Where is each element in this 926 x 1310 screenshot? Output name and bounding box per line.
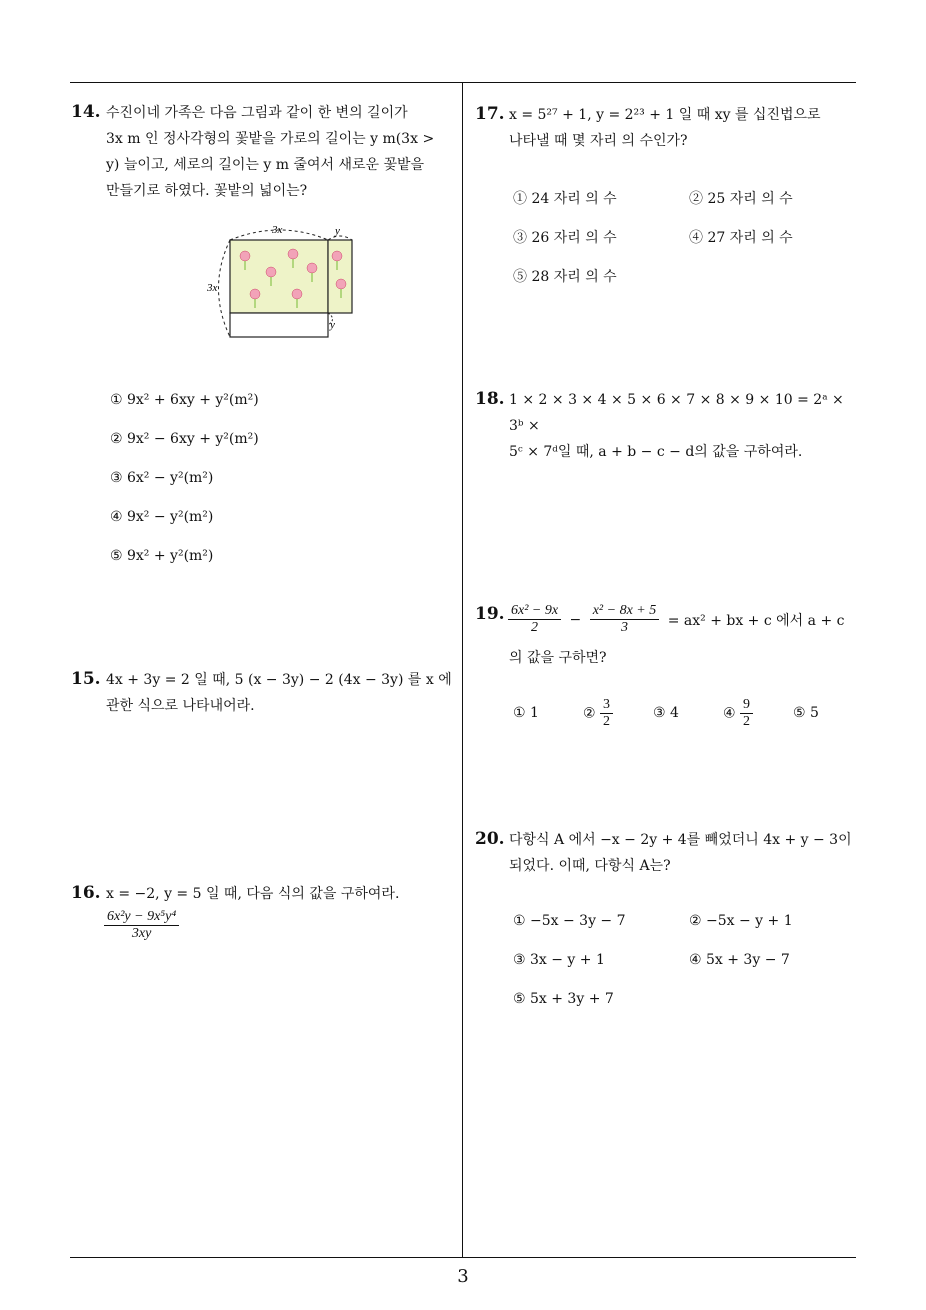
- question-text: 수진이네 가족은 다음 그림과 같이 한 변의 길이가 3x m 인 정사각형의 꽃밭을 가로의 길이는 y m(3x > y) 늘이고, 세로의 길이는 y m 줄여서 새로운 꽃밭을 만들기로 하였다. 꽃밭의 넓이는?: [106, 105, 435, 199]
- question-text: x = 5²⁷ + 1, y = 2²³ + 1 일 때 xy 를 십진법으로 나타낼 때 몇 자리 의 수인가?: [509, 107, 821, 149]
- option-2[interactable]: ② $\frac{3}{2}$: [583, 697, 613, 730]
- option-1[interactable]: ① 9x² + 6xy + y²(m²): [110, 392, 259, 408]
- option-1[interactable]: ① 1: [513, 705, 539, 721]
- option-2[interactable]: ② 25 자리 의 수: [689, 191, 793, 207]
- option-4[interactable]: ④ 9x² − y²(m²): [110, 509, 214, 525]
- column-divider: [462, 82, 463, 1258]
- question-text: 1 × 2 × 3 × 4 × 5 × 6 × 7 × 8 × 9 × 10 = 2ᵃ × 3ᵇ × 5ᶜ × 7ᵈ일 때, a + b − c − d의 값을 구하여라.: [509, 392, 844, 460]
- page-number: 3: [457, 1266, 469, 1287]
- label-y-side: y: [330, 319, 335, 331]
- option-5[interactable]: ⑤ 5: [793, 705, 819, 721]
- option-4[interactable]: ④ $\frac{9}{2}$: [723, 697, 753, 730]
- question-number: 16.: [71, 883, 101, 903]
- top-rule: [70, 82, 856, 83]
- question-text: 4x + 3y = 2 일 때, 5 (x − 3y) − 2 (4x − 3y) 를 x 에 관한 식으로 나타내어라.: [106, 672, 452, 714]
- question-number: 20.: [475, 829, 505, 849]
- option-5[interactable]: ⑤ 28 자리 의 수: [513, 269, 617, 285]
- question-number: 15.: [71, 669, 101, 689]
- option-4[interactable]: ④ 5x + 3y − 7: [689, 952, 790, 968]
- label-y-top: y: [335, 225, 340, 237]
- option-1[interactable]: ① 24 자리 의 수: [513, 191, 617, 207]
- question-number: 19.: [475, 604, 505, 624]
- question-text-line2: 의 값을 구하면?: [509, 650, 607, 666]
- question-number: 17.: [475, 104, 505, 124]
- option-4[interactable]: ④ 27 자리 의 수: [689, 230, 793, 246]
- bottom-rule: [70, 1257, 856, 1258]
- label-3x-left: 3x: [207, 282, 218, 294]
- option-3[interactable]: ③ 4: [653, 705, 679, 721]
- option-1[interactable]: ① −5x − 3y − 7: [513, 913, 626, 929]
- option-5[interactable]: ⑤ 5x + 3y + 7: [513, 991, 614, 1007]
- question-number: 18.: [475, 389, 505, 409]
- option-5[interactable]: ⑤ 9x² + y²(m²): [110, 548, 214, 564]
- expression-fraction: $\frac{\text{6x²y − 9x⁵y⁴}}{3xy}$: [104, 909, 179, 942]
- question-equation: $\frac{\text{6x² − 9x}}{2}$ − $\frac{\text{x² − 8x + 5}}{3}$ = ax² + bx + c 에서 a + c: [508, 603, 844, 636]
- option-3[interactable]: ③ 6x² − y²(m²): [110, 470, 214, 486]
- option-3[interactable]: ③ 26 자리 의 수: [513, 230, 617, 246]
- question-number: 14.: [71, 102, 101, 122]
- option-2[interactable]: ② 9x² − 6xy + y²(m²): [110, 431, 259, 447]
- question-text: 다항식 A 에서 −x − 2y + 4를 빼었더니 4x + y − 3이 되었다. 이때, 다항식 A는?: [509, 832, 852, 874]
- option-3[interactable]: ③ 3x − y + 1: [513, 952, 605, 968]
- flower-garden-figure: [205, 222, 355, 347]
- label-3x-top: 3x: [272, 224, 283, 236]
- question-text: x = −2, y = 5 일 때, 다음 식의 값을 구하여라.: [106, 886, 400, 902]
- option-2[interactable]: ② −5x − y + 1: [689, 913, 793, 929]
